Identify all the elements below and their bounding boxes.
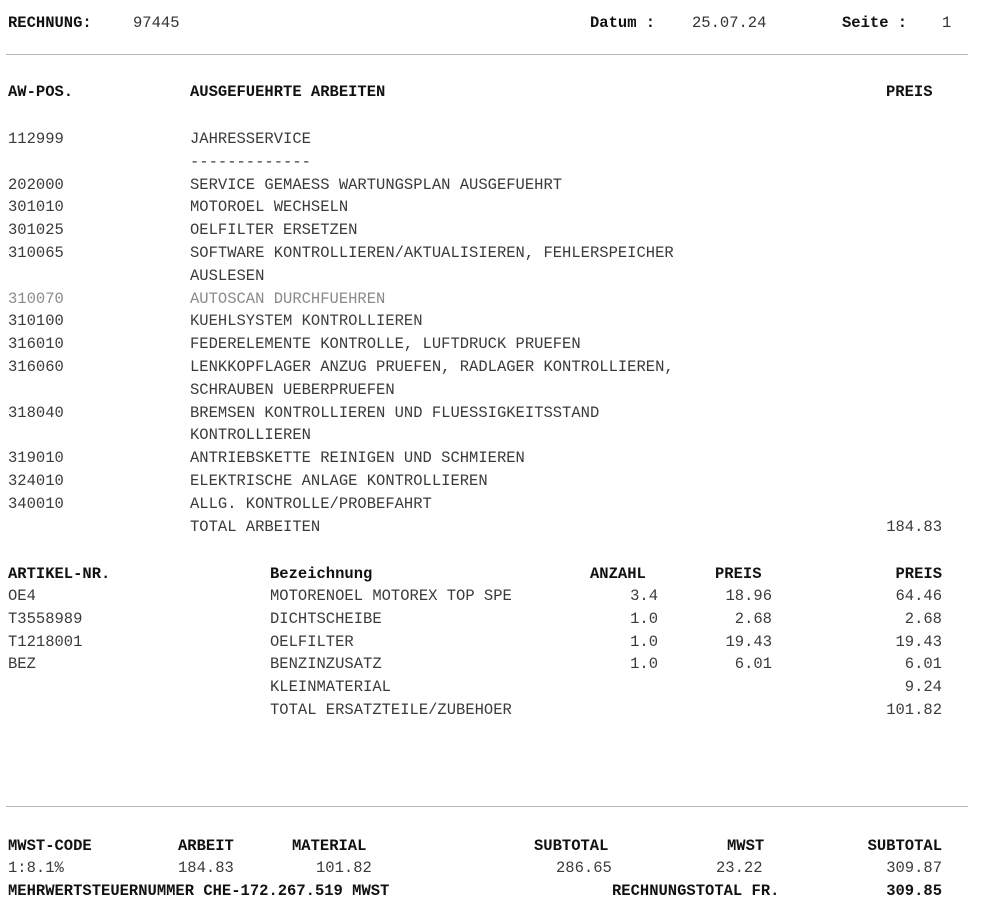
parts-desc: OELFILTER <box>270 632 354 651</box>
parts-col-price: PREIS <box>895 565 942 583</box>
summary-subtotal2: 309.87 <box>886 859 942 877</box>
parts-total: 101.82 <box>886 701 942 719</box>
work-item-desc-line: AUSLESEN <box>190 266 265 285</box>
summary-col-subtotal: SUBTOTAL <box>534 837 609 855</box>
parts-unit-price: 18.96 <box>725 587 772 605</box>
work-item-desc-line: ELEKTRISCHE ANLAGE KONTROLLIEREN <box>190 472 488 490</box>
summary-divider <box>6 806 968 807</box>
work-item-desc-line: ALLG. KONTROLLE/PROBEFAHRT <box>190 494 432 513</box>
work-item-desc-line: OELFILTER ERSETZEN <box>190 221 358 240</box>
work-item-pos: 310070 <box>8 289 64 308</box>
work-item-pos: 316010 <box>8 335 64 354</box>
parts-article: BEZ <box>8 655 36 674</box>
parts-col-unit-price: PREIS <box>715 565 762 583</box>
summary-subtotal: 286.65 <box>556 859 612 877</box>
parts-unit-price: 6.01 <box>734 655 772 674</box>
parts-desc: DICHTSCHEIBE <box>270 609 382 628</box>
work-item-desc-line: KUEHLSYSTEM KONTROLLIEREN <box>190 312 423 331</box>
work-item-pos: 301025 <box>8 221 64 240</box>
parts-article: OE4 <box>8 587 36 605</box>
summary-vat: 23.22 <box>716 859 763 877</box>
parts-article: T1218001 <box>8 632 83 651</box>
parts-qty: 1.0 <box>630 655 658 674</box>
page-number: 1 <box>942 14 952 32</box>
work-item-pos: 202000 <box>8 175 64 194</box>
parts-col-article: ARTIKEL-NR. <box>8 565 111 583</box>
invoice-number: 97445 <box>133 14 180 32</box>
parts-desc: BENZINZUSATZ <box>270 655 382 674</box>
summary-col-vat: MWST <box>727 837 765 855</box>
work-item-pos: 310065 <box>8 244 64 262</box>
parts-col-qty: ANZAHL <box>590 565 646 583</box>
parts-desc: KLEINMATERIAL <box>270 678 391 697</box>
header-divider <box>6 54 968 55</box>
work-item-desc-line: JAHRESSERVICE <box>190 130 311 148</box>
work-item-desc-line: MOTOROEL WECHSELN <box>190 198 349 217</box>
work-col-desc: AUSGEFUEHRTE ARBEITEN <box>190 83 386 101</box>
summary-labour: 184.83 <box>178 859 234 877</box>
parts-total-label: TOTAL ERSATZTEILE/ZUBEHOER <box>270 701 512 719</box>
parts-unit-price: 2.68 <box>734 609 772 628</box>
work-item-desc-line: SOFTWARE KONTROLLIEREN/AKTUALISIEREN, FEHLERSPEICHER <box>190 244 674 262</box>
parts-desc: MOTORENOEL MOTOREX TOP SPE <box>270 587 512 605</box>
work-item-desc-line: ANTRIEBSKETTE REINIGEN UND SCHMIEREN <box>190 449 525 468</box>
work-item-desc-line: KONTROLLIEREN <box>190 426 311 445</box>
work-item-desc-line: AUTOSCAN DURCHFUEHREN <box>190 289 386 308</box>
summary-col-code: MWST-CODE <box>8 837 92 855</box>
parts-qty: 1.0 <box>630 632 658 651</box>
work-item-pos: 310100 <box>8 312 64 331</box>
work-item-pos: 319010 <box>8 449 64 468</box>
work-item-desc-line: BREMSEN KONTROLLIEREN UND FLUESSIGKEITSSTAND <box>190 403 600 422</box>
parts-price: 2.68 <box>904 609 942 628</box>
parts-price: 9.24 <box>904 678 942 697</box>
work-col-price: PREIS <box>886 83 933 101</box>
parts-price: 19.43 <box>895 632 942 651</box>
invoice-total-label: RECHNUNGSTOTAL FR. <box>612 882 780 900</box>
parts-article: T3558989 <box>8 609 83 628</box>
parts-qty: 1.0 <box>630 609 658 628</box>
invoice-label: RECHNUNG: <box>8 14 92 32</box>
vat-number: MEHRWERTSTEUERNUMMER CHE-172.267.519 MWST <box>8 882 390 900</box>
work-total: 184.83 <box>886 518 942 536</box>
work-item-pos: 316060 <box>8 358 64 376</box>
work-item-desc-line: FEDERELEMENTE KONTROLLE, LUFTDRUCK PRUEFEN <box>190 335 581 354</box>
invoice-total: 309.85 <box>886 882 942 900</box>
summary-col-labour: ARBEIT <box>178 837 234 855</box>
work-total-label: TOTAL ARBEITEN <box>190 518 321 536</box>
parts-unit-price: 19.43 <box>725 632 772 651</box>
work-item-pos: 340010 <box>8 494 64 513</box>
page-label: Seite : <box>842 14 908 32</box>
parts-col-desc: Bezeichnung <box>270 565 373 583</box>
parts-qty: 3.4 <box>630 587 658 605</box>
work-item-pos: 301010 <box>8 198 64 217</box>
work-item-desc-line: ------------- <box>190 152 311 171</box>
invoice-date: 25.07.24 <box>692 14 767 32</box>
work-item-pos: 324010 <box>8 472 64 490</box>
summary-col-material: MATERIAL <box>292 837 367 855</box>
date-label: Datum : <box>590 14 656 32</box>
work-item-pos: 318040 <box>8 403 64 422</box>
work-item-desc-line: SERVICE GEMAESS WARTUNGSPLAN AUSGEFUEHRT <box>190 175 563 194</box>
work-item-desc-line: SCHRAUBEN UEBERPRUEFEN <box>190 380 395 399</box>
summary-material: 101.82 <box>316 859 372 877</box>
summary-col-subtotal2: SUBTOTAL <box>867 837 942 855</box>
parts-price: 6.01 <box>904 655 942 674</box>
parts-price: 64.46 <box>895 587 942 605</box>
work-item-desc-line: LENKKOPFLAGER ANZUG PRUEFEN, RADLAGER KONTROLLIEREN, <box>190 358 674 376</box>
work-col-pos: AW-POS. <box>8 83 74 101</box>
vat-code: 1:8.1% <box>8 859 64 877</box>
work-item-pos: 112999 <box>8 130 64 148</box>
